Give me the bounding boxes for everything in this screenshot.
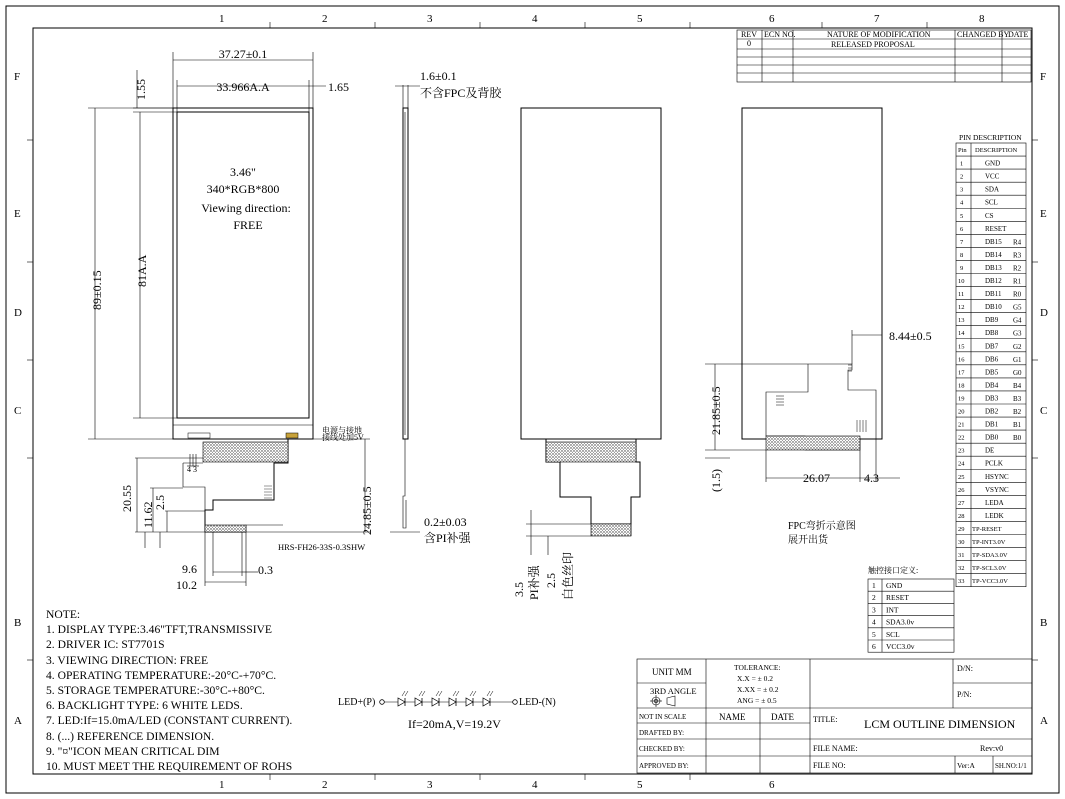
pin-number: 30 — [958, 539, 965, 546]
led-diode-icon — [466, 691, 476, 706]
not-in-scale-label: NOT IN SCALE — [639, 713, 687, 721]
pin-signal: DB8 — [985, 329, 999, 338]
dim-connector-pitch: 9.6 — [182, 562, 197, 576]
pin-signal: DB0 — [985, 433, 999, 442]
dim-fold-ref: (1.5) — [709, 469, 723, 492]
pin-number: 10 — [958, 278, 965, 285]
dim-height: 89±0.15 — [90, 270, 104, 310]
title-block — [637, 659, 1032, 773]
ecn-header: ECN NO. — [764, 30, 796, 39]
pin-number: 22 — [958, 434, 965, 442]
pin-rgb-map: R4 — [1013, 238, 1022, 247]
touch-pin-signal: SCL — [886, 629, 900, 639]
pin-signal: DB14 — [985, 250, 1002, 259]
pin-rgb-map: B2 — [1013, 408, 1022, 416]
led-diode-icon — [432, 691, 442, 706]
pin-number: 17 — [958, 369, 965, 377]
approved-label: APPROVED BY: — [639, 762, 689, 770]
touch-interface-table — [868, 565, 954, 652]
pin-signal: DB7 — [985, 342, 999, 351]
dim-fpc-thickness: 0.2±0.03 — [424, 515, 467, 529]
pin-signal: CS — [985, 211, 994, 220]
touch-pin-number: 4 — [872, 617, 876, 627]
pin-number: 13 — [958, 317, 965, 325]
pin-signal: SCL — [985, 198, 998, 207]
changed-header: CHANGED BY — [957, 30, 1010, 39]
row-e-left: E — [14, 208, 21, 220]
revision-table — [737, 30, 1031, 82]
pin-number: 25 — [958, 473, 965, 481]
title-label: TITLE: — [813, 715, 838, 724]
pin-signal: DB11 — [985, 290, 1002, 299]
dim-fpc-total: 24.85±0.5 — [360, 486, 374, 535]
side-view — [390, 69, 502, 545]
pin-signal: TP-VCC3.0V — [972, 578, 1008, 586]
dim-aa-width: 33.966A.A — [216, 80, 270, 94]
pin-signal: TP-SCL3.0V — [972, 565, 1007, 573]
pin-number: 2 — [960, 173, 964, 181]
pin-signal: DB3 — [985, 394, 999, 403]
desc-header: DESCRIPTION — [975, 147, 1018, 154]
row-c-right: C — [1040, 405, 1048, 417]
fold-note: FPC弯折示意图 — [788, 521, 856, 532]
col-b4: 4 — [532, 779, 538, 791]
pin-number: 7 — [960, 238, 964, 246]
dim-fpc-mid: 11.62 — [141, 501, 155, 528]
col-7: 7 — [874, 13, 880, 25]
pin-number: 8 — [960, 251, 964, 259]
file-no-label: FILE NO: — [813, 761, 846, 770]
tolerance-ang: ANG = ± 0.5 — [737, 696, 777, 705]
grid-columns-bottom — [219, 779, 775, 791]
pin-number: 33 — [958, 578, 965, 586]
note-line: 1. DISPLAY TYPE:3.46"TFT,TRANSMISSIVE — [46, 623, 273, 637]
led-diode-icon — [483, 691, 493, 706]
pin-signal: VSYNC — [985, 485, 1009, 494]
pin-rgb-map: G2 — [1013, 342, 1022, 351]
checked-label: CHECKED BY: — [639, 745, 685, 753]
dim-top-border: 1.55 — [134, 79, 148, 100]
led-spec: If=20mA,V=19.2V — [408, 717, 501, 731]
pin-signal: TP-RESET — [972, 525, 1002, 533]
viewing-direction-label: Viewing direction: — [201, 201, 291, 215]
pin-number: 23 — [958, 447, 965, 455]
pin-number: 4 — [960, 199, 964, 207]
ship-note: 展开出货 — [788, 535, 828, 546]
pin-signal: DB13 — [985, 263, 1002, 272]
svg-text:接线处加5V: 接线处加5V — [322, 433, 364, 442]
pin-number: 1 — [960, 160, 964, 168]
pin-number: 6 — [960, 225, 964, 233]
pin-signal: LEDK — [985, 511, 1004, 520]
col-b5: 5 — [637, 779, 643, 791]
pin-rgb-map: R3 — [1013, 251, 1022, 260]
sheet-label: SH.NO:1/1 — [995, 762, 1027, 770]
dim-fold-height: 21.85±0.5 — [709, 386, 723, 435]
front-view — [88, 47, 374, 592]
pin-signal: GND — [985, 159, 1001, 168]
pin-signal: DE — [985, 446, 995, 455]
touch-pin-signal: SDA3.0v — [886, 617, 915, 627]
silkscreen-label: 白色丝印 — [561, 551, 575, 600]
pin-rgb-map: G3 — [1013, 329, 1022, 338]
tolerance-title: TOLERANCE: — [734, 663, 781, 672]
col-1: 1 — [219, 13, 225, 25]
svg-text:电源与接地: 电源与接地 — [322, 426, 362, 435]
row-b-left: B — [14, 617, 22, 629]
notes-block — [46, 607, 292, 774]
pin-number: 3 — [960, 186, 964, 194]
led-circuit — [338, 691, 556, 731]
tolerance-x: X.X = ± 0.2 — [737, 674, 774, 683]
led-minus-label: LED-(N) — [519, 697, 556, 708]
col-2: 2 — [322, 13, 328, 25]
pin-number: 19 — [958, 395, 965, 403]
pin-number: 16 — [958, 356, 965, 364]
date-header: DATE — [1008, 30, 1029, 39]
date-header-tb: DATE — [771, 712, 794, 722]
row-f-left: F — [14, 71, 21, 83]
dim-pi-stiffener: 3.5 — [512, 582, 526, 597]
touch-pin-signal: INT — [886, 605, 899, 615]
row-d-left: D — [14, 307, 22, 319]
pin-table-title: PIN DESCRIPTION — [959, 133, 1022, 142]
thickness-note: 不含FPC及背胶 — [420, 86, 502, 100]
dim-connector-width: 10.2 — [176, 578, 197, 592]
touch-pin-number: 1 — [872, 581, 876, 590]
pi-stiffener-label: PI补强 — [527, 565, 541, 600]
pin-signal: DB2 — [985, 407, 999, 416]
note-line: 5. STORAGE TEMPERATURE:-30°C-+80°C. — [46, 684, 265, 698]
third-angle-projection-icon — [650, 695, 675, 707]
pin-number: 14 — [958, 330, 965, 338]
drawing-title: LCM OUTLINE DIMENSION — [864, 717, 1016, 731]
col-b2: 2 — [322, 779, 328, 791]
note-line: 9. "¤"ICON MEAN CRITICAL DIM — [46, 744, 220, 758]
pin-signal: TP-INT3.0V — [972, 539, 1006, 546]
touch-pin-signal: VCC3.0v — [886, 642, 915, 651]
ver-label: Ver:A — [957, 761, 975, 770]
pin-header: Pin — [958, 147, 967, 154]
rev-header: REV — [741, 30, 757, 39]
col-8: 8 — [979, 13, 985, 25]
pin-number: 26 — [958, 486, 965, 494]
dim-connector-offset: 0.3 — [258, 563, 273, 577]
file-name-label: FILE NAME: — [813, 744, 858, 753]
row-c-left: C — [14, 405, 22, 417]
pin-signal: DB5 — [985, 368, 999, 377]
col-6: 6 — [769, 13, 775, 25]
dim-fpc-stiffener: 2.5 — [153, 495, 167, 510]
dim-thickness: 1.6±0.1 — [420, 69, 457, 83]
drafted-label: DRAFTED BY: — [639, 729, 685, 737]
note-line: 4. OPERATING TEMPERATURE:-20°C-+70°C. — [46, 668, 277, 682]
resolution-text: 340*RGB*800 — [206, 182, 280, 196]
col-5: 5 — [637, 13, 643, 25]
pin-description-table — [956, 133, 1026, 587]
row-a-right: A — [1040, 715, 1048, 727]
pin-rgb-map: G5 — [1013, 303, 1022, 312]
col-b6: 6 — [769, 779, 775, 791]
dim-fold-offset: 8.44±0.5 — [889, 329, 932, 343]
panel-size-text: 3.46" — [230, 165, 256, 179]
pin-signal: HSYNC — [985, 472, 1009, 481]
pin-number: 29 — [958, 525, 965, 533]
pin-rgb-map: B1 — [1013, 421, 1022, 430]
pin-number: 31 — [958, 552, 965, 560]
angle-label: 3RD ANGLE — [650, 686, 697, 696]
note-line: 2. DRIVER IC: ST7701S — [46, 638, 165, 652]
row-b-right: B — [1040, 617, 1048, 629]
col-3: 3 — [427, 13, 433, 25]
col-b1: 1 — [219, 779, 225, 791]
led-diode-icon — [398, 691, 408, 706]
dim-fold-tail: 4.3 — [864, 471, 879, 485]
pin-number: 28 — [958, 512, 965, 520]
unit-label: UNIT MM — [652, 667, 692, 677]
folded-view — [705, 108, 932, 546]
touch-pin-signal: GND — [886, 581, 903, 590]
led-diode-icon — [449, 691, 459, 706]
pin-signal: DB12 — [985, 277, 1002, 285]
viewing-direction-value: FREE — [233, 218, 263, 232]
pin-signal: DB15 — [985, 237, 1002, 246]
row-f-right: F — [1040, 71, 1047, 83]
pin-number: 9 — [960, 264, 964, 272]
dim-fpc-length: 20.55 — [120, 485, 134, 512]
pin-signal: VCC — [985, 172, 1000, 181]
pin-number: 32 — [958, 565, 965, 573]
touch-pin-number: 3 — [872, 605, 876, 615]
svg-text:4 3: 4 3 — [187, 465, 197, 474]
touch-pin-number: 2 — [872, 593, 876, 603]
pin-number: 15 — [958, 343, 965, 351]
touch-pin-number: 6 — [872, 642, 876, 651]
connector-part-number: HRS-FH26-33S-0.3SHW — [278, 542, 366, 552]
note-line: 7. LED:If=15.0mA/LED (CONSTANT CURRENT). — [46, 714, 293, 728]
col-4: 4 — [532, 13, 538, 25]
pin-number: 21 — [958, 421, 965, 429]
pin-signal: DB1 — [985, 420, 999, 429]
dim-silkscreen: 2.5 — [544, 573, 558, 588]
pin-number: 12 — [958, 304, 965, 312]
row-e-right: E — [1040, 208, 1047, 220]
grid-columns-top — [219, 13, 985, 25]
dim-width: 37.27±0.1 — [218, 47, 268, 61]
row-a-left: A — [14, 715, 22, 727]
led-plus-label: LED+(P) — [338, 697, 376, 708]
pin-signal: DB4 — [985, 381, 999, 390]
pin-number: 5 — [960, 212, 964, 220]
col-b3: 3 — [427, 779, 433, 791]
pin-signal: DB9 — [985, 316, 999, 325]
dim-right-border: 1.65 — [328, 80, 349, 94]
pin-rgb-map: G4 — [1013, 316, 1022, 325]
note-line: 8. (...) REFERENCE DIMENSION. — [46, 729, 215, 743]
pin-number: 11 — [958, 291, 965, 299]
dn-label: D/N: — [957, 664, 973, 673]
pin-rgb-map: R1 — [1013, 277, 1022, 286]
pin-signal: LEDA — [985, 498, 1004, 507]
fpc-pad-rows — [264, 486, 272, 498]
pin-signal: SDA — [985, 185, 1000, 194]
active-area — [177, 112, 309, 418]
name-header: NAME — [719, 712, 746, 722]
pin-signal: DB6 — [985, 355, 999, 364]
notes-heading: NOTE: — [46, 608, 81, 621]
pin-signal: DB10 — [985, 303, 1002, 312]
tolerance-xx: X.XX = ± 0.2 — [737, 685, 779, 694]
pin-rgb-map: B3 — [1013, 394, 1022, 403]
pn-label: P/N: — [957, 690, 972, 699]
pin-rgb-map: R0 — [1013, 290, 1022, 299]
pin-number: 18 — [958, 382, 965, 390]
back-view — [512, 108, 661, 600]
touch-pin-signal: RESET — [886, 593, 909, 603]
nature-value: RELEASED PROPOSAL — [831, 40, 915, 49]
pin-rgb-map: G1 — [1013, 355, 1022, 364]
pin-signal: TP-SDA3.0V — [972, 552, 1008, 560]
touch-table-title: 触控接口定义: — [868, 566, 919, 575]
touch-pin-number: 5 — [872, 629, 876, 639]
rev-value: 0 — [747, 39, 751, 48]
note-line: 3. VIEWING DIRECTION: FREE — [46, 653, 209, 667]
pin-rgb-map: B0 — [1013, 434, 1022, 443]
led-diode-icon — [415, 691, 425, 706]
pin-number: 27 — [958, 499, 965, 507]
nature-header: NATURE OF MODIFICATION — [827, 30, 931, 39]
row-d-right: D — [1040, 307, 1048, 319]
pin-rgb-map: R2 — [1013, 264, 1022, 273]
note-line: 6. BACKLIGHT TYPE: 6 WHITE LEDS. — [46, 699, 243, 713]
rev-label: Rev:v0 — [980, 744, 1004, 753]
pin-signal: PCLK — [985, 459, 1003, 468]
pin-number: 20 — [958, 408, 965, 416]
pin-signal: RESET — [985, 224, 1007, 233]
pin-number: 24 — [958, 460, 965, 468]
fpc-thickness-note: 含PI补强 — [424, 531, 471, 545]
dim-aa-height: 81A.A — [135, 254, 149, 287]
pin-rgb-map: G0 — [1013, 368, 1022, 377]
dim-fold-width: 26.07 — [803, 471, 830, 485]
note-line: 10. MUST MEET THE REQUIREMENT OF ROHS — [46, 760, 293, 774]
lcm-outline — [173, 108, 313, 439]
pin-rgb-map: B4 — [1013, 381, 1022, 390]
